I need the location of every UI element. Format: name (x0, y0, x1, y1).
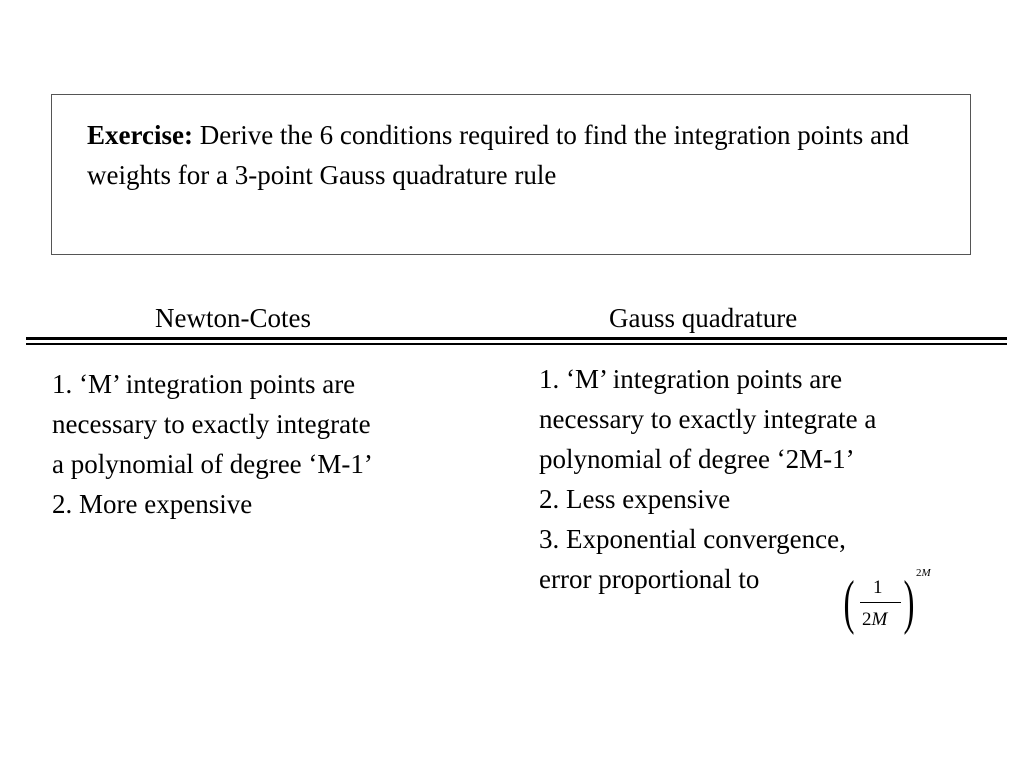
exercise-box (51, 94, 971, 255)
formula-denominator: 2M (862, 609, 888, 630)
gauss-column (539, 359, 999, 599)
exercise-body: Derive the 6 conditions required to find the integration points and weights for a 3-point Gauss quadrature rule (87, 120, 910, 190)
newton-cotes-line: 1. ‘M’ integration points are (52, 369, 356, 399)
gauss-line: error proportional to (539, 564, 760, 594)
gauss-line: 3. Exponential convergence, (539, 524, 846, 554)
newton-cotes-line: necessary to exactly integrate (52, 409, 371, 439)
gauss-line: 2. Less expensive (539, 484, 731, 514)
formula-numerator: 1 (873, 577, 883, 598)
newton-cotes-line: 2. More expensive (52, 489, 253, 519)
formula-exponent: 2M (916, 567, 931, 579)
gauss-line: necessary to exactly integrate a (539, 404, 877, 434)
fraction-bar (860, 602, 901, 603)
error-formula (845, 569, 935, 639)
newton-cotes-column (52, 364, 482, 524)
exercise-label: Exercise: (87, 120, 193, 150)
header-rule-top (26, 337, 1007, 340)
right-paren: ) (903, 569, 915, 635)
left-paren: ( (843, 569, 855, 635)
exercise-text (87, 115, 947, 195)
gauss-quadrature-header: Gauss quadrature (609, 303, 798, 333)
newton-cotes-header: Newton-Cotes (155, 303, 311, 333)
header-rule-bottom (26, 343, 1007, 345)
newton-cotes-line: a polynomial of degree ‘M-1’ (52, 449, 373, 479)
gauss-line: polynomial of degree ‘2M-1’ (539, 444, 855, 474)
gauss-line: 1. ‘M’ integration points are (539, 364, 843, 394)
